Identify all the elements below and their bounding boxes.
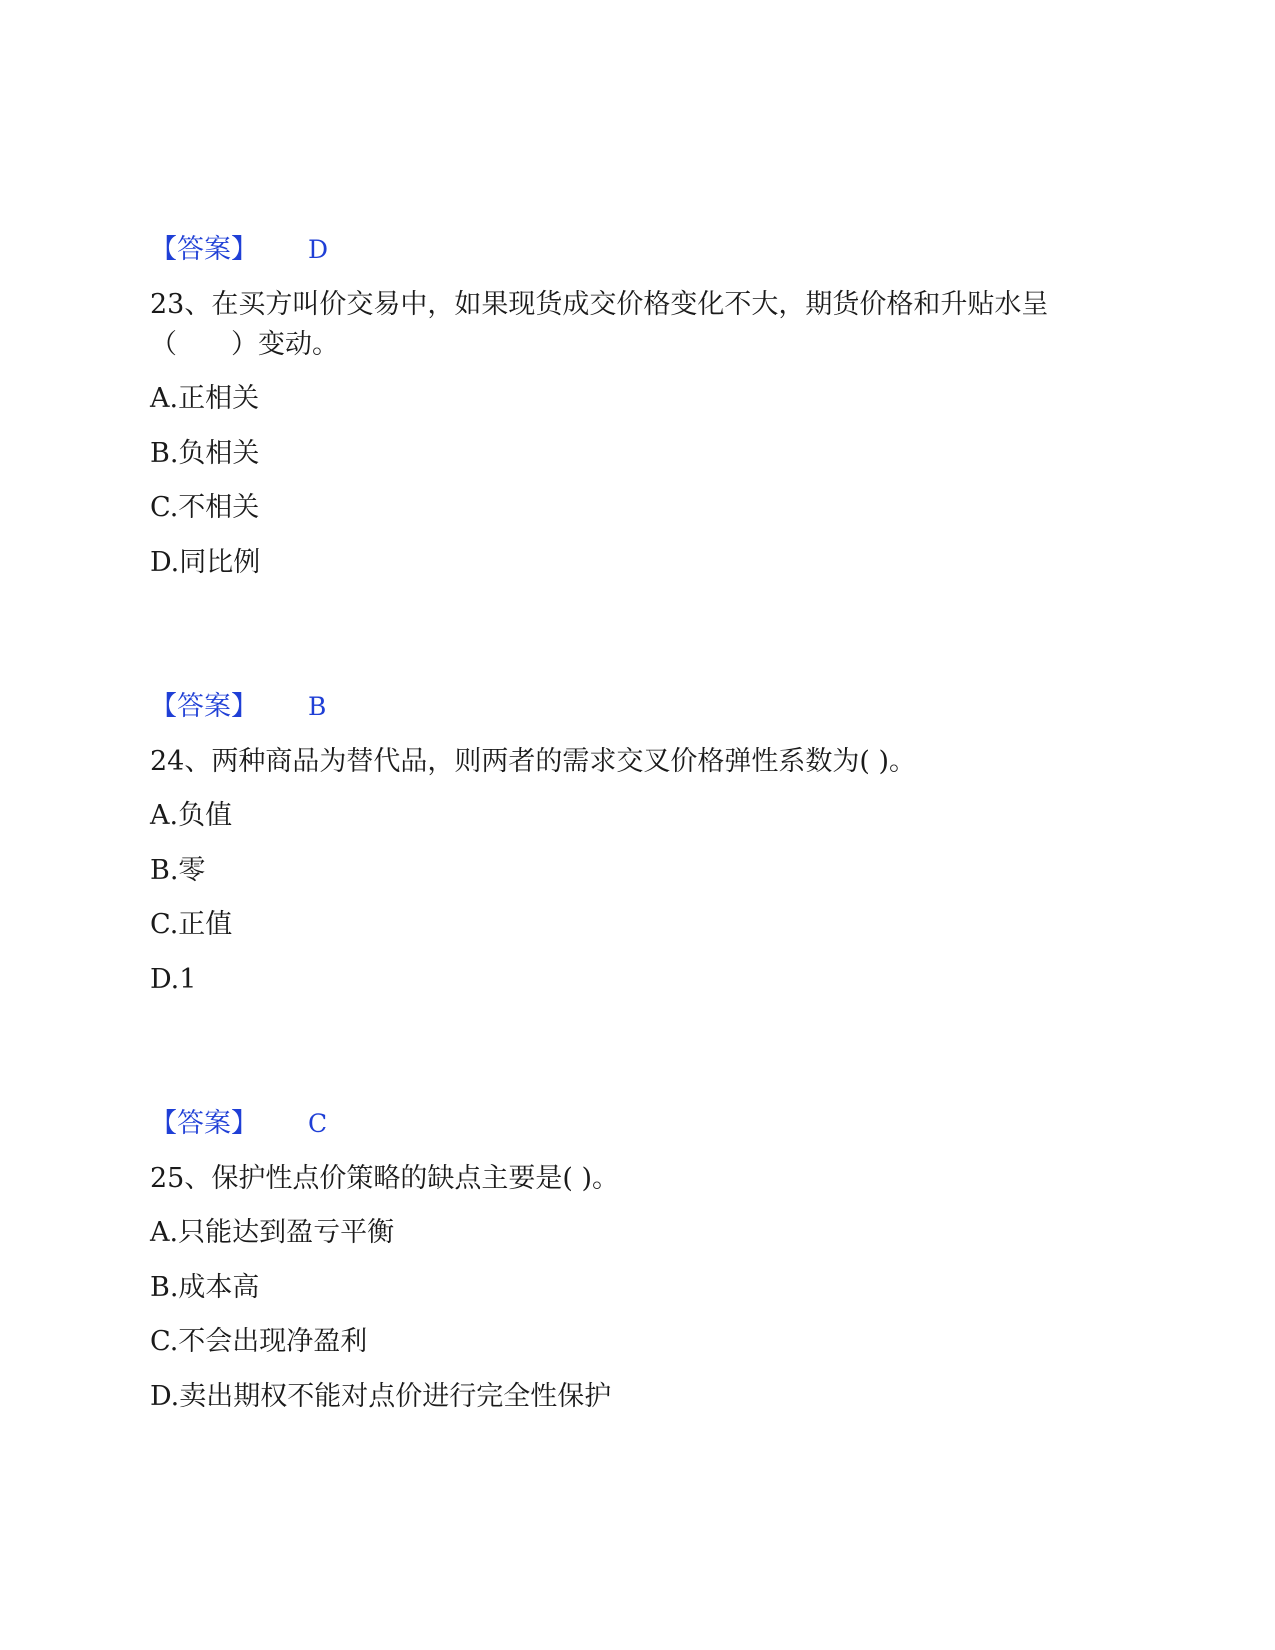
question-23-option-b: B.负相关 [150,438,260,469]
answer-value: C [308,1109,328,1138]
question-23-option-c: C.不相关 [150,492,260,523]
question-24-option-a: A.负值 [150,800,233,831]
question-25-option-b: B.成本高 [150,1272,260,1303]
question-23-text: 23、在买方叫价交易中，如果现货成交价格变化不大，期货价格和升贴水呈 [150,289,1049,320]
question-25-text: 25、保护性点价策略的缺点主要是( )。 [150,1163,620,1194]
question-24-text: 24、两种商品为替代品，则两者的需求交叉价格弹性系数为( )。 [150,746,917,777]
answer-label: 【答案】 [150,1108,258,1139]
question-23-text-cont: （ ）变动。 [150,329,339,360]
question-24-option-c: C.正值 [150,909,233,940]
question-25-option-a: A.只能达到盈亏平衡 [150,1217,395,1248]
question-24-option-b: B.零 [150,855,206,886]
answer-line-22 [150,233,450,267]
answer-value: B [308,692,327,721]
answer-value: D [308,235,329,264]
question-23-option-d: D.同比例 [150,547,261,578]
answer-line-24 [150,1107,450,1141]
question-23-option-a: A.正相关 [150,383,260,414]
answer-label: 【答案】 [150,691,258,722]
answer-label: 【答案】 [150,234,258,265]
answer-line-23 [150,690,450,724]
question-25-option-d: D.卖出期权不能对点价进行完全性保护 [150,1381,612,1412]
question-24-option-d: D.1 [150,964,197,995]
question-25-option-c: C.不会出现净盈利 [150,1326,368,1357]
